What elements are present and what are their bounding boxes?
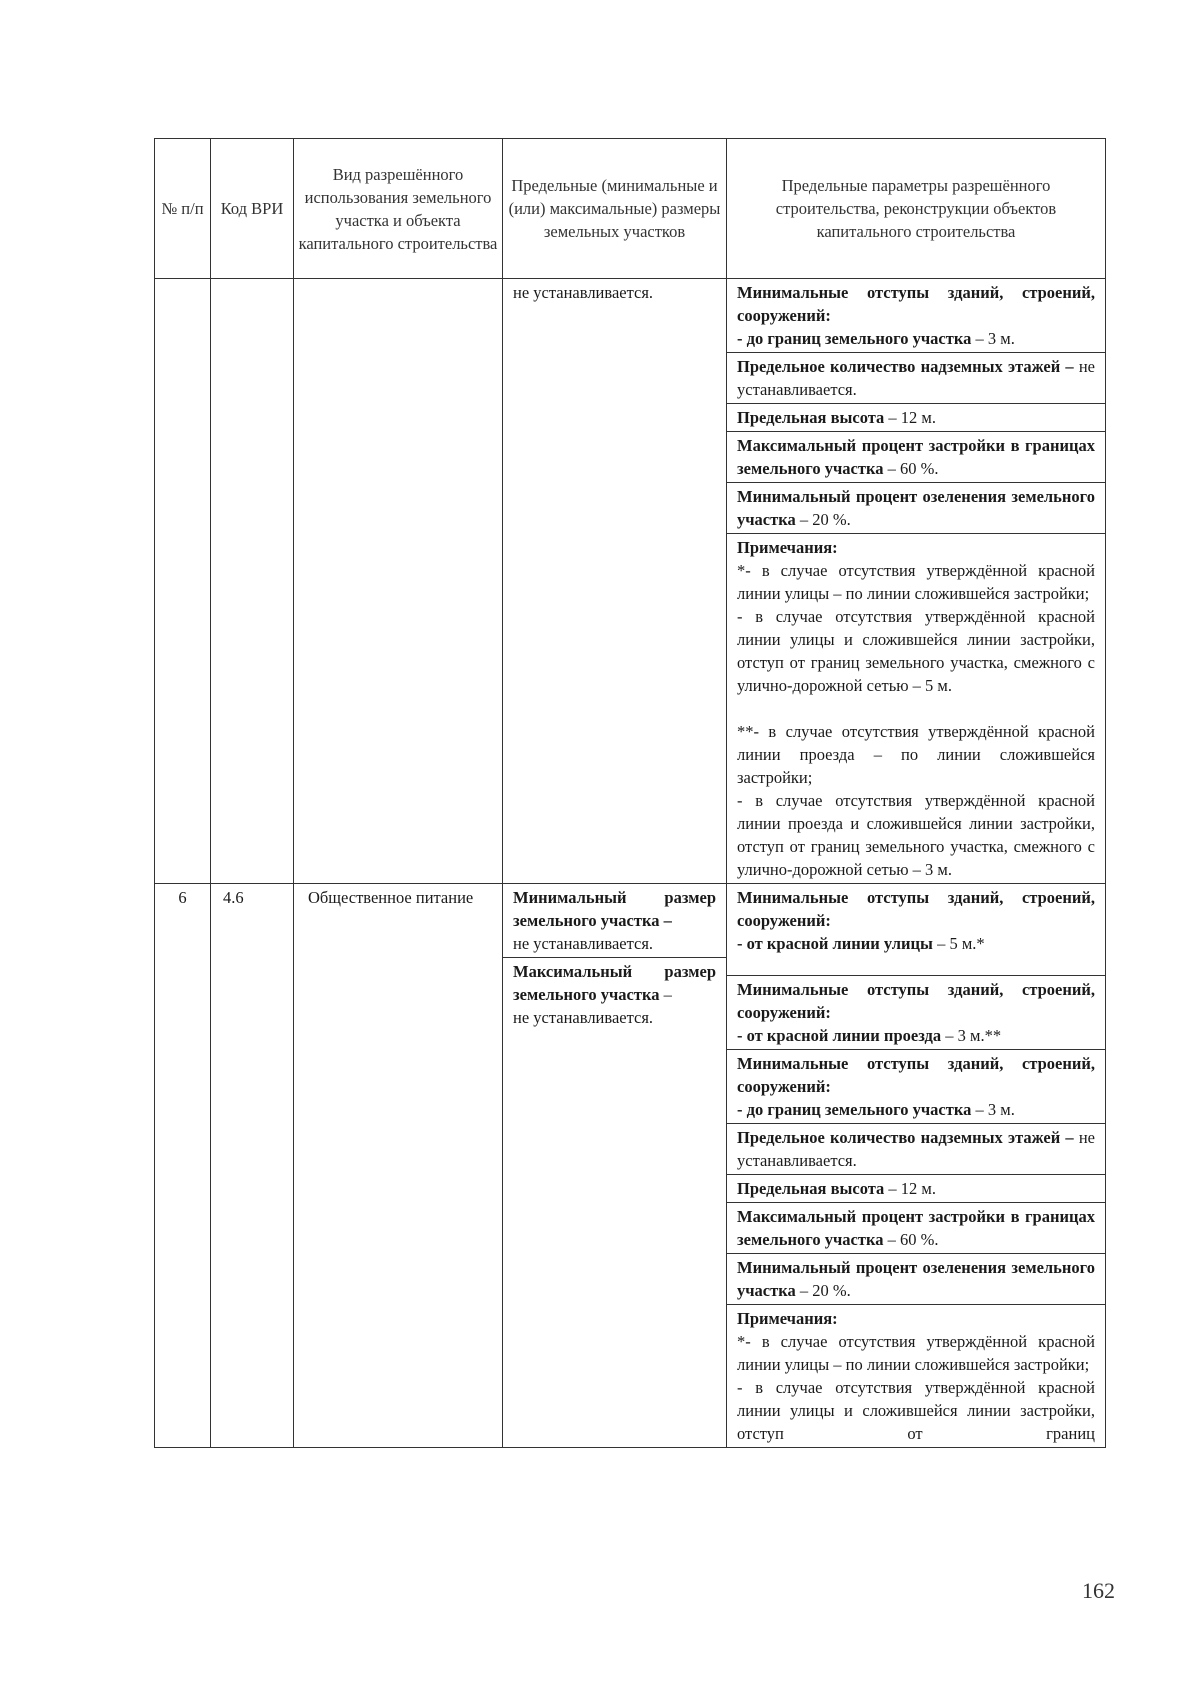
param-notes	[727, 533, 1105, 883]
table-header-row	[155, 139, 1106, 279]
param-setbacks-boundary: Минимальные отступы зданий, строений, сооружений: - до границ земельного участка – 3 м.	[737, 283, 1095, 348]
note-item: - в случае отсутствия утверждённой красной линии проезда и сложившейся линии застройки, отступ от границ земельного участка, смежного с улично-дорожной сетью – 3 м.	[737, 791, 1095, 879]
cell-code	[211, 279, 294, 884]
header-number: № п/п	[155, 139, 211, 279]
notes-title: Примечания:	[737, 538, 838, 557]
note-item: *- в случае отсутствия утверждённой красной линии улицы – по линии сложившейся застройки;	[737, 561, 1095, 603]
table-row	[155, 884, 1106, 1448]
note-item: **- в случае отсутствия утверждённой красной линии проезда – по линии сложившейся застройки;	[737, 722, 1095, 787]
note-item: - в случае отсутствия утверждённой красной линии улицы и сложившейся линии застройки, отступ от границ земельного участка, смежного с улично-дорожной сетью – 5 м.	[737, 607, 1095, 695]
param-setbacks-street: Минимальные отступы зданий, строений, сооружений: - от красной линии улицы – 5 м.*	[737, 888, 1095, 953]
param-height: Предельная высота – 12 м.	[727, 403, 1105, 431]
header-code: Код ВРИ	[211, 139, 294, 279]
param-greening: Минимальный процент озеленения земельного участка – 20 %.	[727, 1253, 1105, 1304]
notes-title: Примечания:	[737, 1309, 838, 1328]
cell-number: 6	[155, 884, 211, 1448]
param-setbacks-passage: Минимальные отступы зданий, строений, сооружений: - от красной линии проезда – 3 м.**	[727, 975, 1105, 1049]
param-height: Предельная высота – 12 м.	[727, 1174, 1105, 1202]
cell-plot-size	[503, 279, 727, 884]
note-item: - в случае отсутствия утверждённой красной линии улицы и сложившейся линии застройки, отступ от границ	[737, 1378, 1095, 1443]
param-coverage: Максимальный процент застройки в границах земельного участка – 60 %.	[727, 1202, 1105, 1253]
page-number: 162	[1082, 1578, 1115, 1603]
param-notes	[727, 1304, 1105, 1447]
cell-params	[727, 279, 1106, 884]
min-plot-size: Минимальный размер земельного участка – не устанавливается.	[513, 888, 716, 953]
cell-number	[155, 279, 211, 884]
param-setbacks-boundary: Минимальные отступы зданий, строений, сооружений: - до границ земельного участка – 3 м.	[727, 1049, 1105, 1123]
param-coverage: Максимальный процент застройки в границах земельного участка – 60 %.	[727, 431, 1105, 482]
note-item: *- в случае отсутствия утверждённой красной линии улицы – по линии сложившейся застройки;	[737, 1332, 1095, 1374]
header-plot-sizes: Предельные (минимальные и (или) максимальные) размеры земельных участков	[503, 139, 727, 279]
max-plot-size: Максимальный размер земельного участка – не устанавливается.	[503, 957, 726, 1031]
cell-code: 4.6	[211, 884, 294, 1448]
plot-size-text: не устанавливается.	[513, 283, 654, 302]
table-row	[155, 279, 1106, 884]
header-use-type: Вид разрешённого использования земельного участка и объекта капитального строительства	[294, 139, 503, 279]
param-greening: Минимальный процент озеленения земельного участка – 20 %.	[727, 482, 1105, 533]
zoning-parameters-table	[154, 138, 1106, 1448]
cell-params	[727, 884, 1106, 1448]
param-floors: Предельное количество надземных этажей – не устанавливается.	[727, 1123, 1105, 1174]
cell-use-type	[294, 279, 503, 884]
param-floors: Предельное количество надземных этажей – не устанавливается.	[727, 352, 1105, 403]
cell-use-type: Общественное питание	[294, 884, 503, 1448]
header-build-params: Предельные параметры разрешённого строительства, реконструкции объектов капитального строительства	[727, 139, 1106, 279]
cell-plot-size	[503, 884, 727, 1448]
